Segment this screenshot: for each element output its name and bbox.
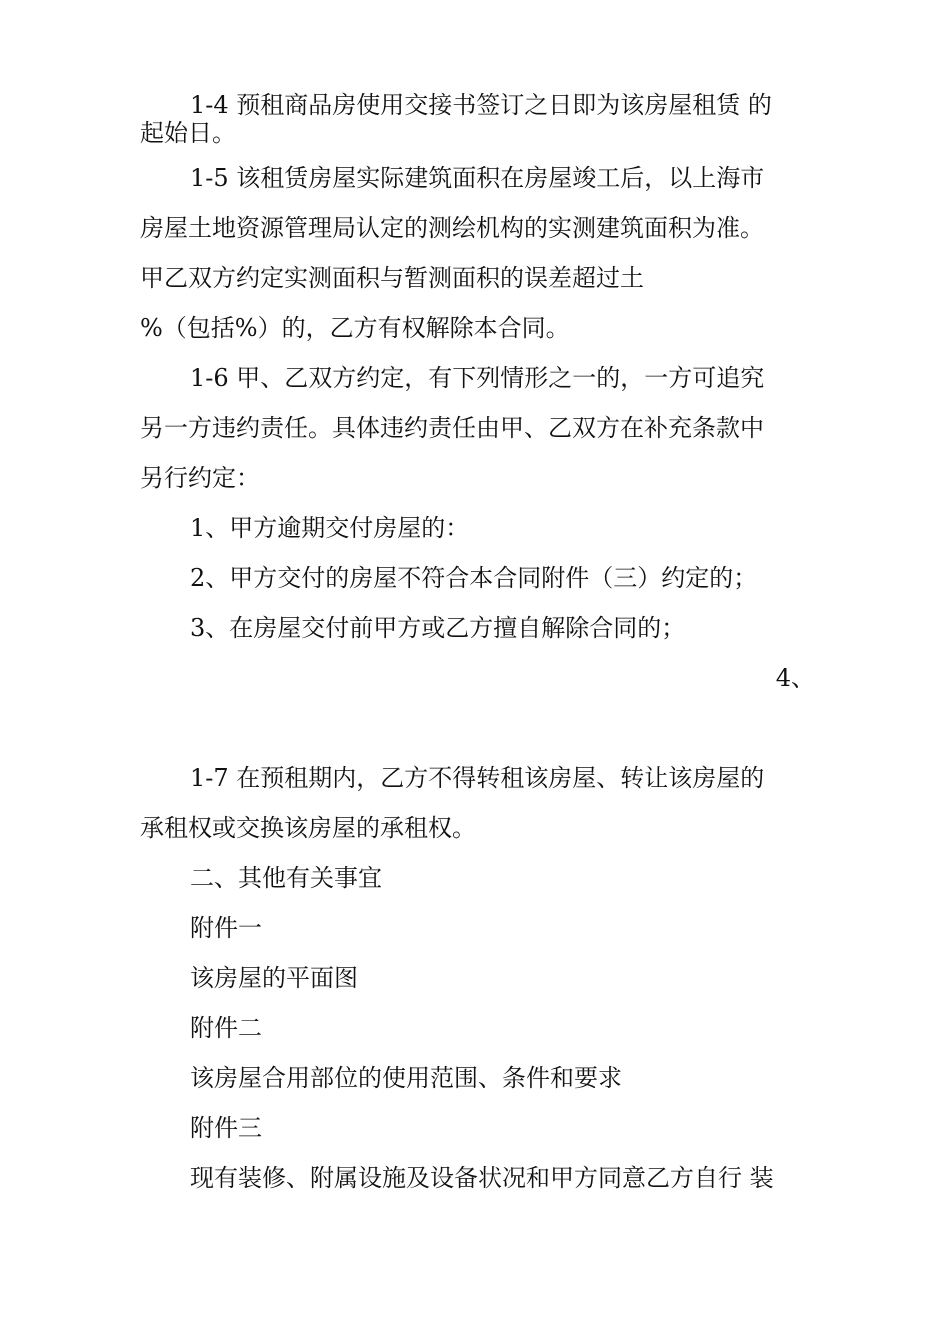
paragraph-1-6-line-3: 另行约定： [140, 464, 260, 492]
paragraph-1-6-line-1: 1-6 甲、乙双方约定，有下列情形之一的，一方可追究 [190, 364, 765, 392]
annex-2-description: 该房屋合用部位的使用范围、条件和要求 [190, 1064, 622, 1092]
paragraph-1-7-line-2: 承租权或交换该房屋的承租权。 [140, 814, 476, 842]
annex-1-description: 该房屋的平面图 [190, 964, 358, 992]
annex-1-title: 附件一 [190, 914, 262, 942]
paragraph-1-4-line-1: 1-4 预租商品房使用交接书签订之日即为该房屋租赁 的 [190, 91, 772, 119]
annex-3-description: 现有装修、附属设施及设备状况和甲方同意乙方自行 装 [190, 1164, 774, 1192]
paragraph-1-6-line-2: 另一方违约责任。具体违约责任由甲、乙双方在补充条款中 [140, 414, 764, 442]
list-item-2: 2、甲方交付的房屋不符合本合同附件（三）约定的； [190, 564, 758, 592]
annex-2-title: 附件二 [190, 1014, 262, 1042]
section-heading-2: 二、其他有关事宜 [190, 864, 382, 892]
paragraph-1-5-line-3: 甲乙双方约定实测面积与暂测面积的误差超过土 [140, 264, 644, 292]
paragraph-1-4-line-2: 起始日。 [140, 119, 236, 147]
paragraph-1-7-line-1: 1-7 在预租期内，乙方不得转租该房屋、转让该房屋的 [190, 764, 765, 792]
list-item-4: 4、 [775, 664, 815, 692]
list-item-3: 3、在房屋交付前甲方或乙方擅自解除合同的； [190, 614, 686, 642]
list-item-1: 1、甲方逾期交付房屋的： [190, 514, 470, 542]
annex-3-title: 附件三 [190, 1114, 262, 1142]
paragraph-1-5-line-1: 1-5 该租赁房屋实际建筑面积在房屋竣工后，以上海市 [190, 164, 765, 192]
paragraph-1-5-line-4: %（包括%）的，乙方有权解除本合同。 [140, 314, 570, 342]
paragraph-1-5-line-2: 房屋土地资源管理局认定的测绘机构的实测建筑面积为准。 [140, 214, 764, 242]
